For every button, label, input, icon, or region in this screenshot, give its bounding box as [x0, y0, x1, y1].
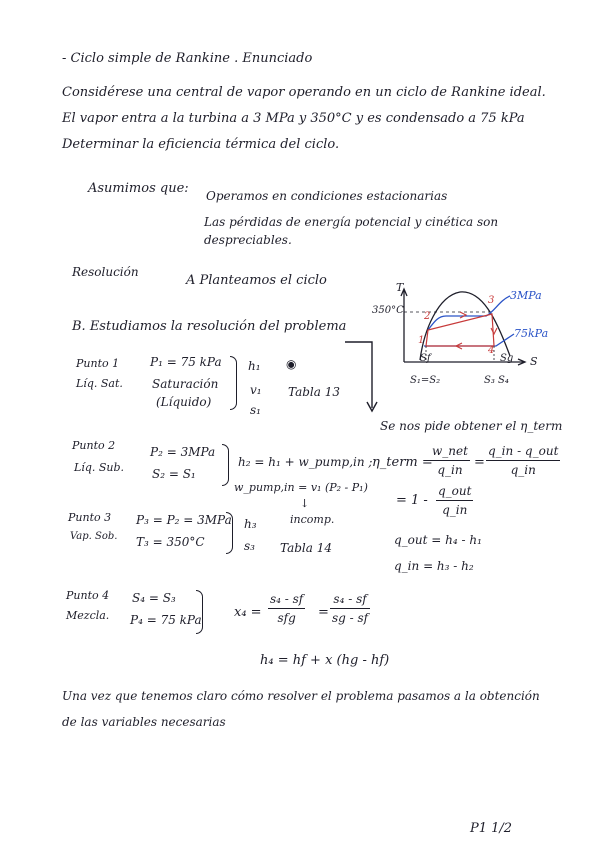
point3-cond-2: T₃ = 350°C — [136, 535, 205, 549]
step-b-label: B. Estudiamos la resolución del problema — [72, 319, 347, 334]
point1-var-3: s₁ — [250, 403, 261, 417]
point1-cond-2: Saturación — [152, 377, 219, 391]
diagram-pressure-high: 3MPa — [510, 289, 542, 302]
efficiency-frac-2 — [486, 444, 560, 477]
point4-cond-1: S₄ = S₃ — [132, 591, 176, 605]
isobar-75kpa — [424, 334, 514, 346]
point4-cond-2: P₄ = 75 kPa — [130, 613, 202, 627]
point4-x-frac-2-den: sg - sf — [332, 611, 369, 625]
step-a-label: A Planteamos el ciclo — [186, 273, 327, 288]
point1-name: Punto 1 — [76, 357, 120, 370]
point2-eq-1: h₂ = h₁ + w_pump,in ; — [238, 455, 373, 469]
assumption-1: Operamos en condiciones estacionarias — [206, 189, 448, 203]
point3-var-2: s₃ — [244, 539, 255, 553]
assumption-2-cont: despreciables. — [204, 233, 292, 247]
efficiency-lhs: η_term = — [372, 455, 433, 470]
point1-cond-1: P₁ = 75 kPa — [150, 355, 222, 369]
point2-note: incomp. — [290, 513, 335, 526]
point3-state: Vap. Sob. — [70, 531, 118, 542]
point2-state: Líq. Sub. — [74, 461, 125, 474]
diagram-point-3: 3 — [488, 295, 495, 306]
efficiency-frac-3-num: q_out — [436, 484, 473, 501]
diagram-t-label: T — [396, 281, 404, 294]
point4-x-frac-2-num: s₄ - sf — [330, 592, 370, 609]
point3-cond-1: P₃ = P₂ = 3MPa — [136, 513, 232, 527]
point4-x-frac-1 — [268, 592, 305, 625]
point2-name: Punto 2 — [72, 439, 116, 452]
point4-h-eq: h₄ = hf + x (hg - hf) — [260, 653, 390, 668]
point4-x-frac-1-den: sfg — [277, 611, 296, 625]
scribble-icon: ◉ — [286, 357, 297, 371]
arrow-down-icon: ↓ — [300, 497, 310, 510]
saturation-dome — [420, 292, 510, 360]
point4-x-frac-1-num: s₄ - sf — [268, 592, 305, 609]
page-number: P1 1/2 — [470, 821, 513, 836]
statement-line-1: Considérese una central de vapor operando en un ciclo de Rankine ideal. — [62, 85, 546, 100]
diagram-point-2: 2 — [424, 311, 431, 322]
efficiency-frac-1-num: w_net — [430, 444, 470, 461]
point4-x-frac-2 — [330, 592, 370, 625]
assumptions-label: Asumimos que: — [88, 181, 189, 196]
point3-name: Punto 3 — [68, 511, 112, 524]
efficiency-qout: q_out = h₄ - h₁ — [394, 533, 482, 547]
diagram-s-tick-left: S₁=S₂ — [410, 375, 441, 386]
efficiency-intro: Se nos pide obtener el η_term — [380, 419, 563, 433]
diagram-sf: Sf — [420, 353, 431, 364]
resolution-label: Resolución — [72, 265, 139, 279]
efficiency-line2-lhs: = 1 - — [396, 493, 428, 508]
efficiency-eq: = — [474, 455, 485, 470]
point1-state: Líq. Sat. — [76, 377, 123, 390]
diagram-t-tick: 350°C — [372, 305, 404, 316]
efficiency-frac-2-num: q_in - q_out — [486, 444, 560, 461]
diagram-point-4: 4 — [488, 345, 495, 356]
statement-line-3: Determinar la eficiencia térmica del ciclo. — [62, 137, 340, 152]
efficiency-frac-1 — [430, 444, 470, 477]
point3-brace — [226, 512, 233, 554]
closing-line-2: de las variables necesarias — [62, 715, 226, 729]
point2-cond-1: P₂ = 3MPa — [150, 445, 216, 459]
point3-var-1: h₃ — [244, 517, 257, 531]
point2-brace — [222, 444, 229, 486]
point4-x-eq: = — [318, 605, 329, 620]
point4-brace — [196, 590, 203, 634]
point1-cond-3: (Líquido) — [156, 395, 212, 409]
point1-table: Tabla 13 — [288, 385, 340, 399]
point2-eq-2: w_pump,in = v₁ (P₂ - P₁) — [234, 481, 368, 494]
efficiency-frac-3-den: q_in — [442, 503, 468, 517]
point1-brace — [230, 356, 237, 410]
efficiency-frac-2-den: q_in — [510, 463, 536, 477]
efficiency-frac-3 — [436, 484, 473, 517]
point3-table: Tabla 14 — [280, 541, 332, 555]
diagram-s-label: S — [530, 355, 538, 368]
diagram-pressure-low: 75kPa — [514, 327, 549, 340]
statement-line-2: El vapor entra a la turbina a 3 MPa y 350°C y es condensado a 75 kPa — [62, 111, 525, 126]
point4-state: Mezcla. — [66, 609, 110, 622]
diagram-s-tick-right: S₃ S₄ — [484, 375, 509, 386]
point1-var-1: h₁ — [248, 359, 261, 373]
assumption-2: Las pérdidas de energía potencial y cinética son — [204, 215, 499, 229]
point1-var-2: v₁ — [250, 383, 262, 397]
point4-x-lhs: x₄ = — [234, 605, 262, 620]
closing-line-1: Una vez que tenemos claro cómo resolver el problema pasamos a la obtención — [62, 689, 540, 703]
cycle-path — [424, 311, 494, 346]
page-title: - Ciclo simple de Rankine . Enunciado — [62, 51, 313, 66]
diagram-point-1: 1 — [418, 335, 425, 346]
diagram-sg: Sg — [500, 353, 514, 364]
efficiency-qin: q_in = h₃ - h₂ — [394, 559, 474, 573]
efficiency-frac-1-den: q_in — [437, 463, 463, 477]
point4-name: Punto 4 — [66, 589, 110, 602]
point2-cond-2: S₂ = S₁ — [152, 467, 196, 481]
